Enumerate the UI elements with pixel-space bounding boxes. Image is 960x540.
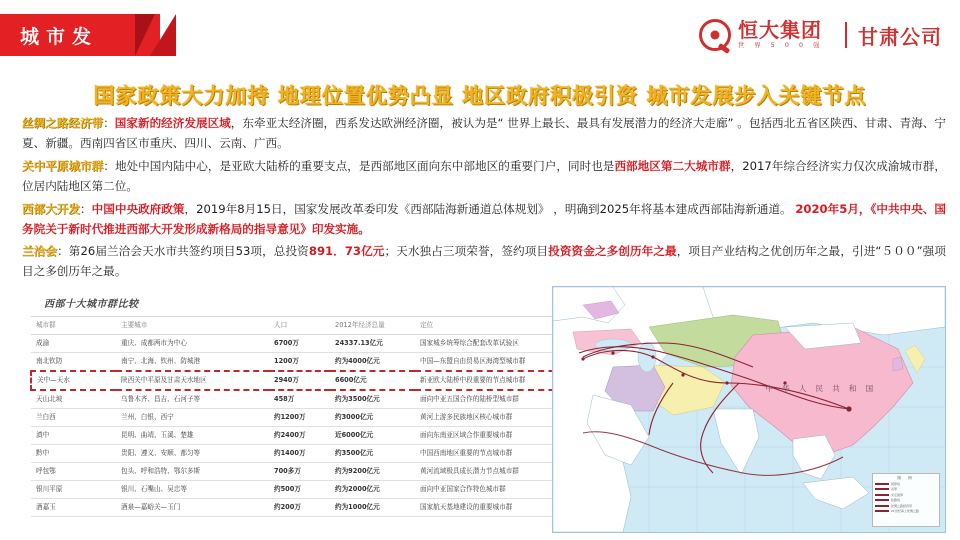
paragraph-colon: ：: [103, 159, 115, 173]
table-column-header: 2012年经济总量: [330, 317, 415, 335]
table-cell: 约3500亿元: [330, 445, 415, 463]
map-legend-label: 丝绸之路经济带: [891, 503, 913, 508]
paragraph-highlight-text: 西部地区第二大城市群: [614, 159, 731, 173]
logo-name-block: [738, 20, 833, 50]
table-cell: 近6000亿元: [330, 427, 415, 445]
table-cell: 面向东南亚区域合作重要城市群: [415, 427, 574, 445]
table-cell: 银川、石嘴山、吴忠等: [116, 481, 269, 499]
table-row: [31, 335, 574, 353]
paragraph-body-text: ，东牵亚太经济圈，西系发达欧洲经济圈，被认为是“ 世界上最长、最具有发展潜力的经济大走廊” 。包括西北五省区陕西、甘肃、青海、宁夏、新疆。西南四省区市重庆、四川、云南、广西。: [22, 116, 946, 150]
paragraph-body-text: 第26届兰洽会天水市共签约项目53项，总投资: [68, 244, 309, 258]
paragraph-silk-road: [22, 113, 946, 153]
table-cell: 南宁、北海、钦州、防城港: [116, 353, 269, 372]
table-cell: 24337.13亿元: [330, 335, 415, 353]
map-legend-title: 图 例: [897, 476, 915, 480]
table-cell: 国家城乡统筹综合配套改革试验区: [415, 335, 574, 353]
table-cell: 6600亿元: [330, 371, 415, 390]
evergrande-logo-icon: [699, 19, 731, 51]
city-cluster-table-block: [30, 295, 528, 517]
map-legend-item: [875, 487, 937, 492]
logo-tagline: 世 界 5 0 0 强: [738, 41, 824, 49]
map-legend-label: 未定国界: [891, 492, 904, 497]
paragraph-highlight-text: 2020年5月，《中共中央、国务院关于新时代推进西部大开发形成新格局的指导意见》印发实施。: [22, 202, 946, 236]
table-title: 西部十大城市群比较: [44, 299, 139, 310]
paragraph-lead-label: 丝绸之路经济带: [22, 116, 104, 130]
table-cell: 天山北坡: [31, 390, 116, 409]
paragraph-body-text: 地处中国内陆中心，是亚欧大陆桥的重要支点，是西部地区面向东中部地区的重要门户，同时也是: [114, 159, 615, 173]
paragraph-west-development: [22, 199, 946, 239]
map-legend-swatch: [875, 499, 889, 501]
table-row: [31, 499, 574, 517]
table-cell: 包头、呼和浩特、鄂尔多斯: [116, 463, 269, 481]
map-country-label: 中 华 人 民 共 和 国: [765, 384, 877, 393]
table-cell: 黔中: [31, 445, 116, 463]
table-cell: 乌鲁木齐、昌吉、石河子等: [116, 390, 269, 409]
paragraph-guanzhong: [22, 156, 946, 196]
page-title: 国家政策大力加持 地理位置优势凸显 地区政府积极引资 城市发展步入关键节点: [93, 84, 867, 108]
table-cell: 面向中亚五国合作的陆桥型城市群: [415, 390, 574, 409]
table-cell: 约500万: [269, 481, 330, 499]
table-cell: 约为2000亿元: [330, 481, 415, 499]
header-banner-label: 城市发: [20, 25, 99, 48]
map-legend-label: 国界线: [891, 481, 901, 486]
table-row: [31, 427, 574, 445]
paragraph-body-text: ，2017年综合经济实力仅次成渝城市群，位居内陆地区第二位。: [22, 159, 946, 193]
map-legend-item: [875, 493, 937, 498]
table-row: [31, 445, 574, 463]
table-cell: 滇中: [31, 427, 116, 445]
map-legend-label: 21世纪海上丝绸之路: [891, 509, 919, 513]
table-cell: 6700万: [269, 335, 330, 353]
paragraph-highlight-text: 中国中央政府政策: [91, 202, 185, 216]
paragraph-lead-label: 兰洽会: [22, 244, 58, 258]
table-cell: 酒泉—嘉峪关—玉门: [116, 499, 269, 517]
map-legend-item: [875, 504, 937, 509]
table-row: [31, 463, 574, 481]
table-cell: 1200万: [269, 353, 330, 372]
table-cell: 约1200万: [269, 409, 330, 427]
map-legend-swatch: [875, 494, 889, 496]
table-row: [31, 353, 574, 372]
paragraph-highlight-text: 国家新的经济发展区域: [114, 116, 231, 130]
paragraph-colon: ：: [103, 116, 115, 130]
table-header-row: [31, 317, 574, 335]
paragraph-lanzhou-fair: [22, 241, 946, 281]
silk-road-map: [552, 286, 946, 533]
table-cell: 银川平原: [31, 481, 116, 499]
paragraph-body-text: ，项目产业结构之优创历年之最，引进“５００”强项目之多创历年之最。: [22, 244, 946, 278]
table-cell: 酒嘉玉: [31, 499, 116, 517]
table-column-header: 主要城市: [116, 317, 269, 335]
map-legend-item: [875, 498, 937, 503]
table-cell: 重庆、成都两市为中心: [116, 335, 269, 353]
table-row: [31, 390, 574, 409]
table-cell: 2940万: [269, 371, 330, 390]
table-cell: 约为1000亿元: [330, 499, 415, 517]
table-cell: 兰白西: [31, 409, 116, 427]
table-column-header: 城市群: [31, 317, 116, 335]
table-cell: 昆明、曲靖、玉溪、楚雄: [116, 427, 269, 445]
map-legend-item: [875, 509, 937, 514]
city-cluster-table: [30, 316, 575, 517]
table-cell: 700多万: [269, 463, 330, 481]
table-column-header: 定位: [415, 317, 574, 335]
table-cell: 南北钦防: [31, 353, 116, 372]
map-legend-swatch: [875, 505, 889, 507]
map-legend-swatch: [875, 510, 889, 512]
table-cell: 兰州、白银、西宁: [116, 409, 269, 427]
paragraph-lead-label: 西部大开发: [22, 202, 81, 216]
paragraph-highlight-text: 投资资金之多创历年之最: [548, 244, 677, 258]
table-cell: 关中—天水: [31, 371, 116, 390]
table-cell: 呼包鄂: [31, 463, 116, 481]
table-cell: 新亚欧大陆桥中段重要的节点城市群: [415, 371, 574, 390]
table-cell: 陕西关中平原及甘肃天水地区: [116, 371, 269, 390]
table-cell: 贵阳、遵义、安顺、都匀等: [116, 445, 269, 463]
map-legend: [872, 473, 940, 527]
logo-divider: [845, 22, 847, 48]
table-cell: 约为9200亿元: [330, 463, 415, 481]
map-legend-label: 铁路线: [891, 498, 901, 502]
table-cell: 约2400万: [269, 427, 330, 445]
logo-branch-name: 甘肃公司: [858, 24, 942, 49]
table-cell: 中国—东盟自由贸易区海湾型城市群: [415, 353, 574, 372]
header-banner-wedge-accent: [150, 14, 176, 56]
table-cell: 面向中亚国家合作特色城市群: [415, 481, 574, 499]
table-cell: 成渝: [31, 335, 116, 353]
paragraph-body-text: ，2019年8月15日，国家发展改革委印发《西部陆海新通道总体规划》 ，明确到2025年将基本建成西部陆海新通道。: [184, 202, 796, 216]
table-body: [31, 335, 574, 517]
table-cell: 黄河流域极具成长潜力节点城市群: [415, 463, 574, 481]
table-cell: 约为4000亿元: [330, 353, 415, 372]
paragraph-body-text: ；天水独占三项荣誉，签约项目: [384, 244, 549, 258]
paragraph-highlight-text: 891．73亿元: [308, 244, 385, 258]
map-legend-item: [875, 482, 937, 487]
map-legend-items: [875, 482, 937, 514]
table-cell: 约200万: [269, 499, 330, 517]
table-column-header: 人口: [269, 317, 330, 335]
table-cell: 国家航天基地建设的重要城市群: [415, 499, 574, 517]
table-row: [31, 481, 574, 499]
table-cell: 黄河上游多民族地区核心城市群: [415, 409, 574, 427]
logo-company-name: 恒大集团: [738, 18, 822, 42]
paragraph-lead-label: 关中平原城市群: [22, 159, 104, 173]
table-cell: 约为3500亿元: [330, 390, 415, 409]
table-cell: 约3000亿元: [330, 409, 415, 427]
map-legend-swatch: [875, 488, 889, 490]
table-row: [31, 409, 574, 427]
table-row-highlighted: [31, 371, 574, 390]
map-legend-label: 省界: [891, 487, 898, 491]
map-legend-swatch: [875, 483, 889, 485]
paragraph-colon: ：: [80, 202, 92, 216]
table-head: [31, 317, 574, 335]
table-cell: 458万: [269, 390, 330, 409]
table-cell: 约1400万: [269, 445, 330, 463]
table-cell: 中国西南地区重要的节点城市群: [415, 445, 574, 463]
paragraph-colon: ：: [57, 244, 69, 258]
corporate-logo: [699, 19, 942, 51]
